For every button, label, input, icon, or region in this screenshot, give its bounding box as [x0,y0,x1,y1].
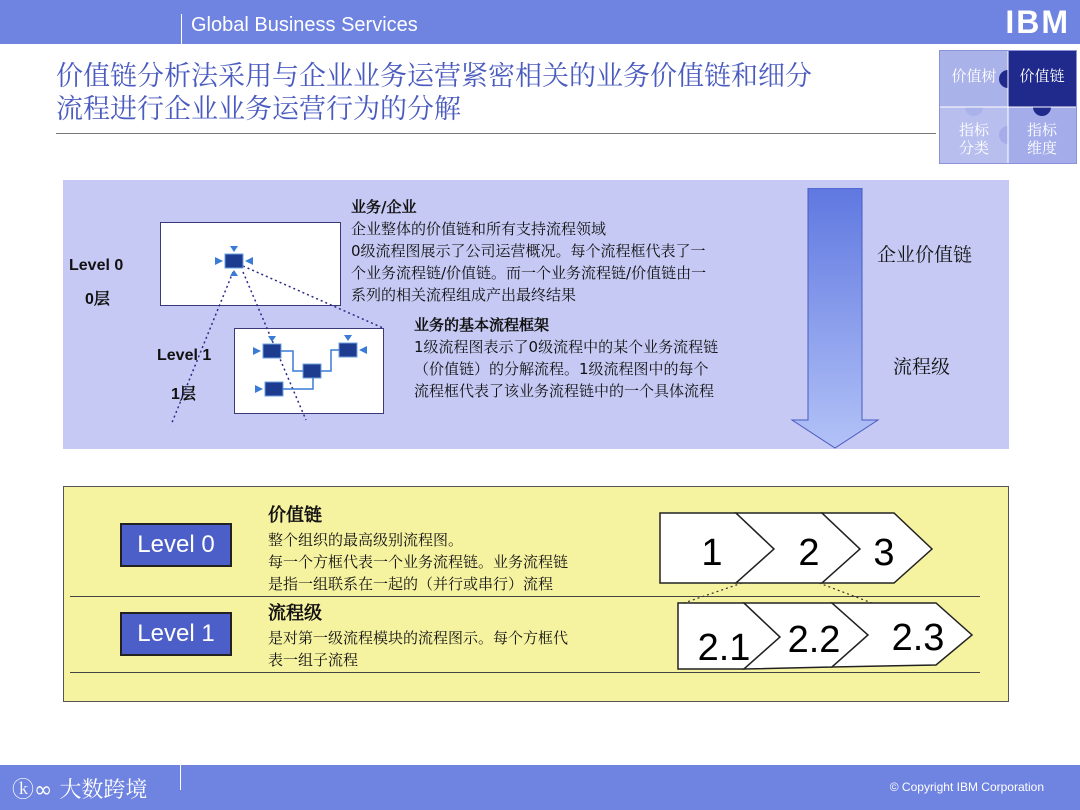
level1-description-heading: 业务的基本流程框架 [414,316,550,334]
chevron-diagram [654,507,974,677]
process-level-label: 流程级 [893,356,951,378]
level1-process-nodes [253,335,367,396]
lower-panel [63,486,1009,702]
down-arrow-icon [790,188,880,450]
brand-name: 大数跨境 [59,778,148,803]
row0-line: 是指一组联系在一起的（并行或串行）流程 [268,575,554,593]
level0-badge: Level 0 [120,523,232,567]
puzzle-graphic [939,50,1077,164]
title-line-1: 价值链分析法采用与企业业务运营紧密相关的业务价值链和细分 [56,61,812,92]
level0-process-node [215,246,253,276]
title-line-2: 流程进行企业业务运营行为的分解 [56,94,461,125]
row1-line: 表一组子流程 [268,651,359,669]
upper-level0-en: Level 0 [69,257,124,274]
level1-description-line: 流程框代表了该业务流程链中的一个具体流程 [414,382,715,400]
row1-heading: 流程级 [268,603,322,624]
upper-panel [63,180,1009,449]
level1-description [414,314,814,402]
level1-description-line: （价值链）的分解流程。1级流程图中的每个 [414,360,709,378]
puzzle-piece-value-tree: 价值树 [951,67,997,85]
page-title [56,60,926,126]
level0-description-heading: 业务/企业 [351,198,417,216]
row0-line: 整个组织的最高级别流程图。 [268,531,464,549]
enterprise-value-chain-label: 企业价值链 [877,244,973,266]
header-divider [181,14,182,44]
puzzle-piece-value-chain: 价值链 [1019,67,1065,85]
chevron-2-2: 2.2 [787,619,841,661]
footer-bar [0,765,1080,810]
chevron-2: 2 [798,532,820,574]
row1-description [268,601,688,671]
copyright-text: © Copyright IBM Corporation [889,780,1044,794]
brand-logo-icon: ⓚ∞ [12,778,60,803]
level0-description-line: 系列的相关流程组成产出最终结果 [351,286,577,304]
chevron-3: 3 [873,532,895,574]
service-name: Global Business Services [191,14,418,36]
upper-level0-cn: 0层 [85,291,110,308]
chevron-2-3: 2.3 [891,617,945,659]
upper-level1-cn: 1层 [171,386,196,403]
chevron-1: 1 [701,532,723,574]
ibm-logo: IBM [1005,4,1070,40]
header-bar [0,0,1080,44]
level0-description-line: 个业务流程链/价值链。而一个业务流程链/价值链由一 [351,264,707,282]
process-diagram-drawing [63,180,393,430]
footer-brand [12,773,147,804]
level1-badge: Level 1 [120,612,232,656]
upper-level1-en: Level 1 [157,347,212,364]
title-divider [56,133,936,134]
puzzle-piece-indicator-category: 指标 分类 [958,121,989,157]
footer-divider [180,765,181,790]
puzzle-piece-indicator-dimension: 指标 维度 [1026,121,1057,157]
row0-line: 每一个方框代表一个业务流程链。业务流程链 [268,553,569,571]
level0-description [351,196,791,306]
level1-description-line: 1级流程图表示了0级流程中的某个业务流程链 [414,338,719,356]
level0-description-line: 0级流程图展示了公司运营概况。每个流程框代表了一 [351,242,706,260]
level0-description-line: 企业整体的价值链和所有支持流程领域 [351,220,607,238]
row0-description [268,503,688,595]
chevron-2-1: 2.1 [697,627,751,669]
row1-line: 是对第一级流程模块的流程图示。每个方框代 [268,629,569,647]
row0-heading: 价值链 [268,505,322,526]
